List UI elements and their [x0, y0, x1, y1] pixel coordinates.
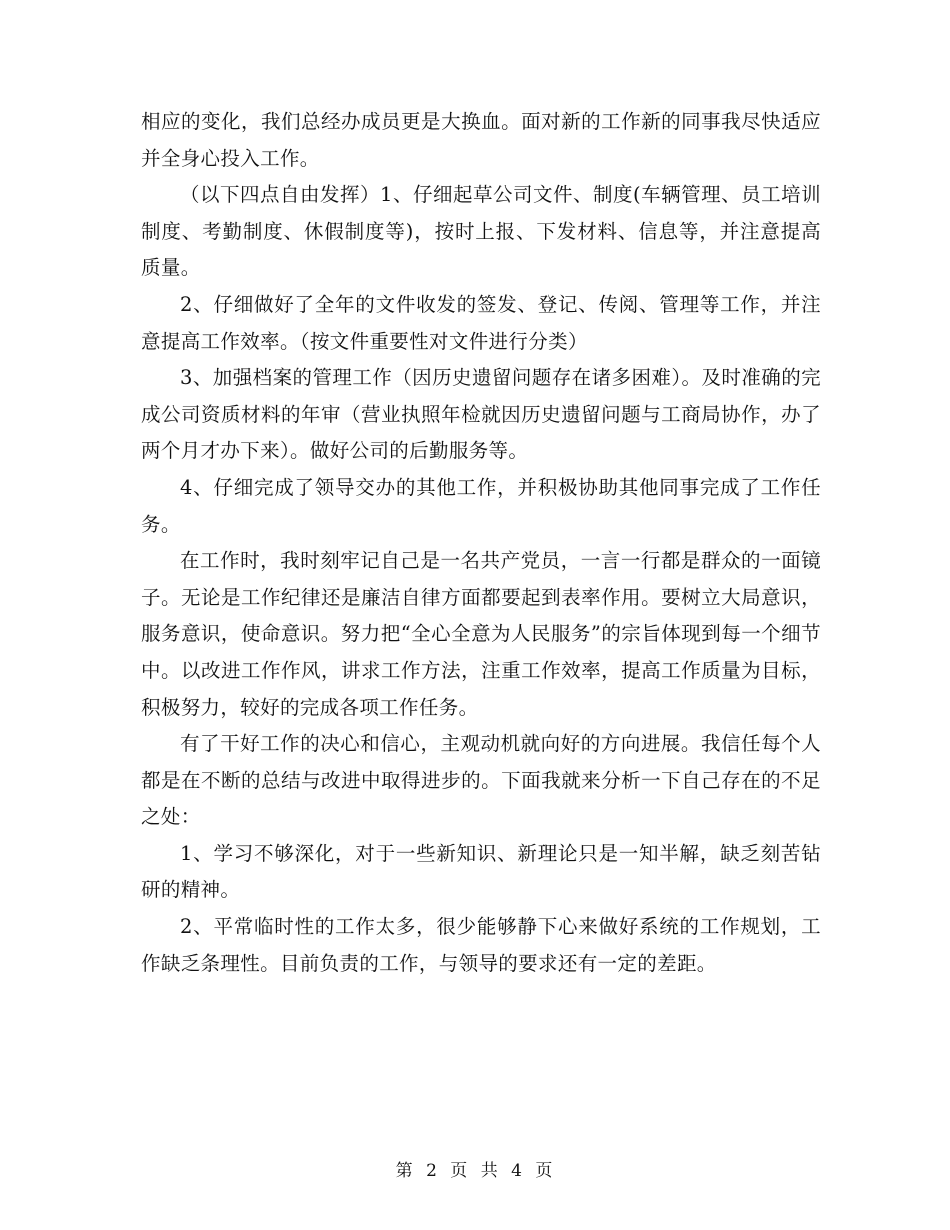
footer-suffix: 页: [535, 1161, 555, 1181]
paragraph-duty-4: 4、仔细完成了领导交办的其他工作，并积极协助其他同事完成了工作任务。: [141, 475, 821, 536]
footer-total-pages: 4: [511, 1161, 524, 1181]
page-number-footer: [0, 1156, 950, 1181]
footer-page-unit: 页: [450, 1161, 470, 1181]
paragraph-continuation: 相应的变化，我们总经办成员更是大换血。面对新的工作新的同事我尽快适应并全身心投入工作。: [141, 110, 821, 170]
paragraph-party-member: 在工作时，我时刻牢记自己是一名共产党员，一言一行都是群众的一面镜子。无论是工作纪律还是廉洁自律方面都要起到表率作用。要树立大局意识，服务意识，使命意识。努力把“全心全意为人民服务”的宗旨体现到每一个细节中。以改进工作作风，讲求工作方法，注重工作效率，提高工作质量为目标，积极努力，较好的完成各项工作任务。: [141, 549, 821, 719]
paragraph-shortcoming-1: 1、学习不够深化，对于一些新知识、新理论只是一知半解，缺乏刻苦钻研的精神。: [141, 841, 821, 902]
paragraph-duty-3: 3、加强档案的管理工作（因历史遗留问题存在诸多困难）。及时准确的完成公司资质材料的年审（营业执照年检就因历史遗留问题与工商局协作，办了两个月才办下来）。做好公司的后勤服务等。: [141, 366, 821, 463]
paragraph-shortcoming-2: 2、平常临时性的工作太多，很少能够静下心来做好系统的工作规划，工作缺乏条理性。目前负责的工作，与领导的要求还有一定的差距。: [141, 915, 821, 975]
paragraph-shortcomings-intro: 有了干好工作的决心和信心，主观动机就向好的方向进展。我信任每个人都是在不断的总结与改进中取得进步的。下面我就来分析一下自己存在的不足之处：: [141, 732, 821, 829]
footer-total-word: 共: [480, 1161, 500, 1181]
document-body: [141, 104, 821, 982]
paragraph-duty-2: 2、仔细做好了全年的文件收发的签发、登记、传阅、管理等工作，并注意提高工作效率。（按文件重要性对文件进行分类）: [141, 292, 821, 353]
footer-current-page: 2: [426, 1161, 439, 1181]
paragraph-duties-intro: （以下四点自由发挥）1、仔细起草公司文件、制度(车辆管理、员工培训制度、考勤制度、休假制度等)，按时上报、下发材料、信息等，并注意提高质量。: [141, 183, 821, 280]
footer-prefix: 第: [395, 1161, 415, 1181]
